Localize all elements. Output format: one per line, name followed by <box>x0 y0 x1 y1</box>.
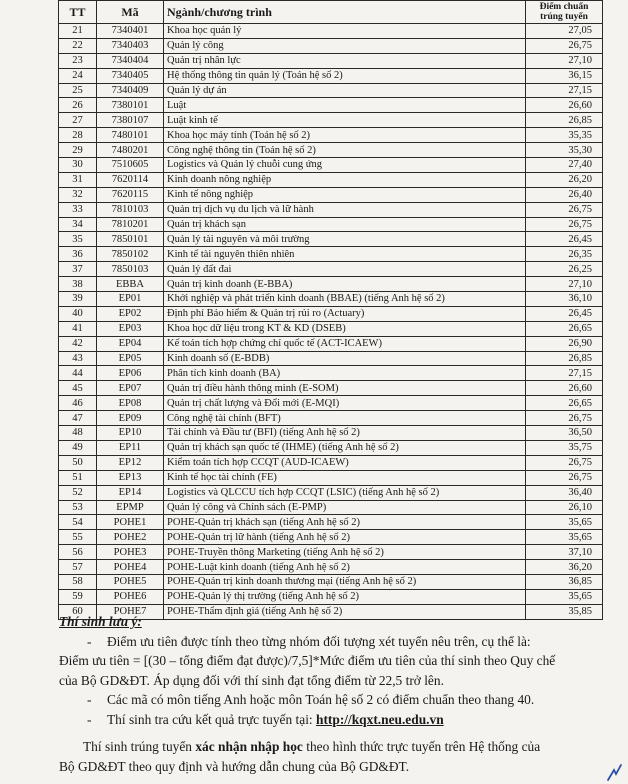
row-tt: 43 <box>59 351 97 366</box>
notes-section <box>59 612 604 776</box>
table-row <box>59 485 603 500</box>
row-code: 7480201 <box>97 143 164 158</box>
table-row <box>59 336 603 351</box>
row-score: 26,45 <box>526 306 603 321</box>
row-program: Quản lý đất đai <box>164 262 526 277</box>
table-row <box>59 455 603 470</box>
row-score: 26,40 <box>526 187 603 202</box>
row-code: EP05 <box>97 351 164 366</box>
table-row <box>59 396 603 411</box>
row-tt: 44 <box>59 366 97 381</box>
row-score: 37,10 <box>526 545 603 560</box>
row-code: 7510605 <box>97 158 164 173</box>
row-program: Khoa học máy tính (Toán hệ số 2) <box>164 128 526 143</box>
row-tt: 56 <box>59 545 97 560</box>
row-program: Logistics và Quản lý chuỗi cung ứng <box>164 158 526 173</box>
row-program: Logistics và QLCCU tích hợp CCQT (LSIC) (tiếng Anh hệ số 2) <box>164 485 526 500</box>
row-tt: 45 <box>59 381 97 396</box>
table-row <box>59 38 603 53</box>
note-lookup <box>59 710 604 730</box>
table-row <box>59 187 603 202</box>
row-score: 26,10 <box>526 500 603 515</box>
row-tt: 36 <box>59 247 97 262</box>
row-tt: 21 <box>59 24 97 39</box>
row-score: 36,20 <box>526 560 603 575</box>
row-score: 27,05 <box>526 24 603 39</box>
dash-mark: - <box>87 711 92 727</box>
row-tt: 27 <box>59 113 97 128</box>
row-tt: 26 <box>59 98 97 113</box>
row-tt: 57 <box>59 560 97 575</box>
row-tt: 60 <box>59 604 97 619</box>
table-row <box>59 277 603 292</box>
row-code: EP04 <box>97 336 164 351</box>
row-score: 27,10 <box>526 53 603 68</box>
row-code: 7480101 <box>97 128 164 143</box>
row-code: POHE2 <box>97 530 164 545</box>
row-program: Quản lý dự án <box>164 83 526 98</box>
row-code: 7810103 <box>97 202 164 217</box>
row-program: Kế toán tích hợp chứng chỉ quốc tế (ACT-ICAEW) <box>164 336 526 351</box>
row-program: Quản lý công <box>164 38 526 53</box>
note-confirm-bold: xác nhận nhập học <box>195 739 303 754</box>
table-row <box>59 530 603 545</box>
table-row <box>59 113 603 128</box>
header-score-line1: Điểm chuẩn <box>539 2 589 12</box>
table-row <box>59 574 603 589</box>
row-score: 36,85 <box>526 574 603 589</box>
table-row <box>59 545 603 560</box>
row-tt: 33 <box>59 202 97 217</box>
row-program: POHE-Quản trị khách sạn (tiếng Anh hệ số 2) <box>164 515 526 530</box>
table-row <box>59 589 603 604</box>
row-tt: 53 <box>59 500 97 515</box>
row-program: Luật kinh tế <box>164 113 526 128</box>
note-priority <box>59 632 604 652</box>
row-code: 7340403 <box>97 38 164 53</box>
row-program: Công nghệ thông tin (Toán hệ số 2) <box>164 143 526 158</box>
row-code: EBBA <box>97 277 164 292</box>
row-program: Tài chính và Đầu tư (BFI) (tiếng Anh hệ số 2) <box>164 426 526 441</box>
admission-score-table <box>58 0 603 620</box>
row-score: 26,20 <box>526 172 603 187</box>
row-program: Kinh tế học tài chính (FE) <box>164 470 526 485</box>
table-row <box>59 500 603 515</box>
row-program: Công nghệ tài chính (BFT) <box>164 411 526 426</box>
dash-mark: - <box>87 633 92 649</box>
row-score: 35,65 <box>526 530 603 545</box>
row-program: Khoa học quản lý <box>164 24 526 39</box>
row-score: 35,65 <box>526 589 603 604</box>
row-score: 36,15 <box>526 68 603 83</box>
table-row <box>59 560 603 575</box>
row-score: 35,75 <box>526 440 603 455</box>
row-code: EP07 <box>97 381 164 396</box>
row-tt: 49 <box>59 440 97 455</box>
row-tt: 35 <box>59 232 97 247</box>
row-program: Kinh doanh nông nghiệp <box>164 172 526 187</box>
row-tt: 51 <box>59 470 97 485</box>
row-score: 26,85 <box>526 113 603 128</box>
table-row <box>59 202 603 217</box>
row-score: 27,15 <box>526 366 603 381</box>
row-tt: 48 <box>59 426 97 441</box>
row-program: POHE-Luật kinh doanh (tiếng Anh hệ số 2) <box>164 560 526 575</box>
row-score: 26,65 <box>526 321 603 336</box>
row-code: EP14 <box>97 485 164 500</box>
row-score: 26,65 <box>526 396 603 411</box>
row-tt: 38 <box>59 277 97 292</box>
dash-mark: - <box>87 692 92 707</box>
row-code: 7850101 <box>97 232 164 247</box>
row-program: Quản trị nhân lực <box>164 53 526 68</box>
row-code: 7340404 <box>97 53 164 68</box>
note-formula-cont: của Bộ GD&ĐT. Áp dụng đối với thí sinh đạt tổng điểm từ 22,5 trở lên. <box>59 672 444 688</box>
row-code: EPMP <box>97 500 164 515</box>
row-score: 26,85 <box>526 351 603 366</box>
row-code: POHE1 <box>97 515 164 530</box>
row-score: 35,85 <box>526 604 603 619</box>
row-code: POHE4 <box>97 560 164 575</box>
row-score: 26,75 <box>526 411 603 426</box>
row-score: 36,50 <box>526 426 603 441</box>
note-confirm-pre: Thí sinh trúng tuyển <box>83 739 192 754</box>
row-score: 27,40 <box>526 158 603 173</box>
row-score: 27,10 <box>526 277 603 292</box>
row-tt: 39 <box>59 292 97 307</box>
row-code: EP12 <box>97 455 164 470</box>
row-tt: 55 <box>59 530 97 545</box>
row-program: Quản trị chất lượng và Đổi mới (E-MQI) <box>164 396 526 411</box>
row-program: Khoa học dữ liệu trong KT & KD (DSEB) <box>164 321 526 336</box>
row-code: EP01 <box>97 292 164 307</box>
table-row <box>59 351 603 366</box>
header-score-line2: trúng tuyển <box>540 12 588 22</box>
row-score: 26,25 <box>526 262 603 277</box>
row-program: Quản lý tài nguyên và môi trường <box>164 232 526 247</box>
row-program: POHE-Quản lý thị trường (tiếng Anh hệ số 2) <box>164 589 526 604</box>
row-tt: 25 <box>59 83 97 98</box>
row-score: 35,35 <box>526 128 603 143</box>
row-tt: 54 <box>59 515 97 530</box>
row-code: EP09 <box>97 411 164 426</box>
row-tt: 41 <box>59 321 97 336</box>
row-code: 7340409 <box>97 83 164 98</box>
table-row <box>59 426 603 441</box>
header-tt: TT <box>59 1 97 24</box>
row-code: POHE6 <box>97 589 164 604</box>
row-tt: 23 <box>59 53 97 68</box>
table-row <box>59 98 603 113</box>
row-code: EP06 <box>97 366 164 381</box>
row-score: 36,10 <box>526 292 603 307</box>
table-row <box>59 172 603 187</box>
signature-mark-icon <box>604 762 624 782</box>
table-row <box>59 411 603 426</box>
row-tt: 40 <box>59 306 97 321</box>
row-code: POHE3 <box>97 545 164 560</box>
row-code: EP11 <box>97 440 164 455</box>
note-scale-text: Các mã có môn tiếng Anh hoặc môn Toán hệ số 2 có điểm chuẩn theo thang 40. <box>107 692 535 707</box>
row-tt: 42 <box>59 336 97 351</box>
row-score: 26,75 <box>526 470 603 485</box>
note-lookup-text: Thí sinh tra cứu kết quả trực tuyến tại: <box>107 711 313 727</box>
note-confirm <box>59 737 604 757</box>
row-program: Khởi nghiệp và phát triển kinh doanh (BBAE) (tiếng Anh hệ số 2) <box>164 292 526 307</box>
header-code: Mã <box>97 1 164 24</box>
row-tt: 29 <box>59 143 97 158</box>
table-row <box>59 366 603 381</box>
header-row <box>59 1 603 24</box>
row-score: 36,40 <box>526 485 603 500</box>
row-score: 26,75 <box>526 202 603 217</box>
table-row <box>59 128 603 143</box>
row-tt: 47 <box>59 411 97 426</box>
row-code: 7850102 <box>97 247 164 262</box>
row-code: 7380107 <box>97 113 164 128</box>
row-program: Quản trị khách sạn quốc tế (IHME) (tiếng Anh hệ số 2) <box>164 440 526 455</box>
row-code: 7380101 <box>97 98 164 113</box>
table-row <box>59 292 603 307</box>
row-program: POHE-Quản trị kinh doanh thương mại (tiếng Anh hệ số 2) <box>164 574 526 589</box>
row-score: 26,75 <box>526 38 603 53</box>
table-row <box>59 24 603 39</box>
header-score <box>526 1 603 24</box>
row-score: 35,30 <box>526 143 603 158</box>
row-tt: 37 <box>59 262 97 277</box>
table-row <box>59 515 603 530</box>
row-program: Phân tích kinh doanh (BA) <box>164 366 526 381</box>
row-tt: 58 <box>59 574 97 589</box>
table-row <box>59 381 603 396</box>
row-tt: 52 <box>59 485 97 500</box>
table-row <box>59 306 603 321</box>
row-score: 35,65 <box>526 515 603 530</box>
table-row <box>59 470 603 485</box>
row-program: Quản lý công và Chính sách (E-PMP) <box>164 500 526 515</box>
header-program: Ngành/chương trình <box>164 1 526 24</box>
table-row <box>59 321 603 336</box>
note-confirm-post: theo hình thức trực tuyến trên Hệ thống của <box>306 739 541 754</box>
row-code: EP08 <box>97 396 164 411</box>
row-score: 26,35 <box>526 247 603 262</box>
table-row <box>59 158 603 173</box>
row-score: 26,75 <box>526 455 603 470</box>
row-code: 7620115 <box>97 187 164 202</box>
row-code: POHE7 <box>97 604 164 619</box>
row-tt: 59 <box>59 589 97 604</box>
table-row <box>59 68 603 83</box>
row-program: POHE-Thẩm định giá (tiếng Anh hệ số 2) <box>164 604 526 619</box>
row-code: POHE5 <box>97 574 164 589</box>
row-score: 26,75 <box>526 217 603 232</box>
table-row <box>59 217 603 232</box>
note-formula: Điểm ưu tiên = [(30 – tổng điểm đạt được)/7,5]*Mức điểm ưu tiên của thí sinh theo Quy chế <box>59 653 556 668</box>
row-tt: 28 <box>59 128 97 143</box>
table-header <box>59 1 603 24</box>
row-program: Luật <box>164 98 526 113</box>
row-tt: 46 <box>59 396 97 411</box>
row-score: 27,15 <box>526 83 603 98</box>
row-tt: 31 <box>59 172 97 187</box>
row-tt: 22 <box>59 38 97 53</box>
result-lookup-link[interactable]: http://kqxt.neu.edu.vn <box>316 711 444 727</box>
row-tt: 32 <box>59 187 97 202</box>
row-code: EP02 <box>97 306 164 321</box>
row-program: POHE-Truyền thông Marketing (tiếng Anh hệ số 2) <box>164 545 526 560</box>
row-program: Kinh tế nông nghiệp <box>164 187 526 202</box>
row-code: EP03 <box>97 321 164 336</box>
row-code: 7810201 <box>97 217 164 232</box>
table-row <box>59 440 603 455</box>
row-program: Quản trị khách sạn <box>164 217 526 232</box>
table-row <box>59 83 603 98</box>
table-row <box>59 247 603 262</box>
row-program: Hệ thống thông tin quản lý (Toán hệ số 2) <box>164 68 526 83</box>
row-tt: 24 <box>59 68 97 83</box>
row-program: Định phí Bảo hiểm & Quản trị rủi ro (Actuary) <box>164 306 526 321</box>
row-score: 26,60 <box>526 381 603 396</box>
row-program: Kinh tế tài nguyên thiên nhiên <box>164 247 526 262</box>
row-program: Quản trị dịch vụ du lịch và lữ hành <box>164 202 526 217</box>
table-body <box>59 24 603 620</box>
row-tt: 50 <box>59 455 97 470</box>
row-code: 7850103 <box>97 262 164 277</box>
row-code: 7340401 <box>97 24 164 39</box>
row-code: 7340405 <box>97 68 164 83</box>
row-code: 7620114 <box>97 172 164 187</box>
row-tt: 34 <box>59 217 97 232</box>
note-scale <box>59 690 604 710</box>
note-priority-text: Điểm ưu tiên được tính theo từng nhóm đối tượng xét tuyển nêu trên, cụ thể là: <box>107 633 531 649</box>
notes-title: Thí sinh lưu ý: <box>59 614 142 629</box>
row-program: POHE-Quản trị lữ hành (tiếng Anh hệ số 2) <box>164 530 526 545</box>
table-row <box>59 53 603 68</box>
row-program: Quản trị điều hành thông minh (E-SOM) <box>164 381 526 396</box>
row-program: Kiểm toán tích hợp CCQT (AUD-ICAEW) <box>164 455 526 470</box>
note-confirm-line2: Bộ GD&ĐT theo quy định và hướng dẫn chung của Bộ GD&ĐT. <box>59 758 410 774</box>
row-score: 26,45 <box>526 232 603 247</box>
row-tt: 30 <box>59 158 97 173</box>
table-row <box>59 262 603 277</box>
table-row <box>59 232 603 247</box>
row-score: 26,60 <box>526 98 603 113</box>
row-code: EP10 <box>97 426 164 441</box>
row-program: Quản trị kinh doanh (E-BBA) <box>164 277 526 292</box>
row-score: 26,90 <box>526 336 603 351</box>
row-code: EP13 <box>97 470 164 485</box>
table-row <box>59 143 603 158</box>
row-program: Kinh doanh số (E-BDB) <box>164 351 526 366</box>
